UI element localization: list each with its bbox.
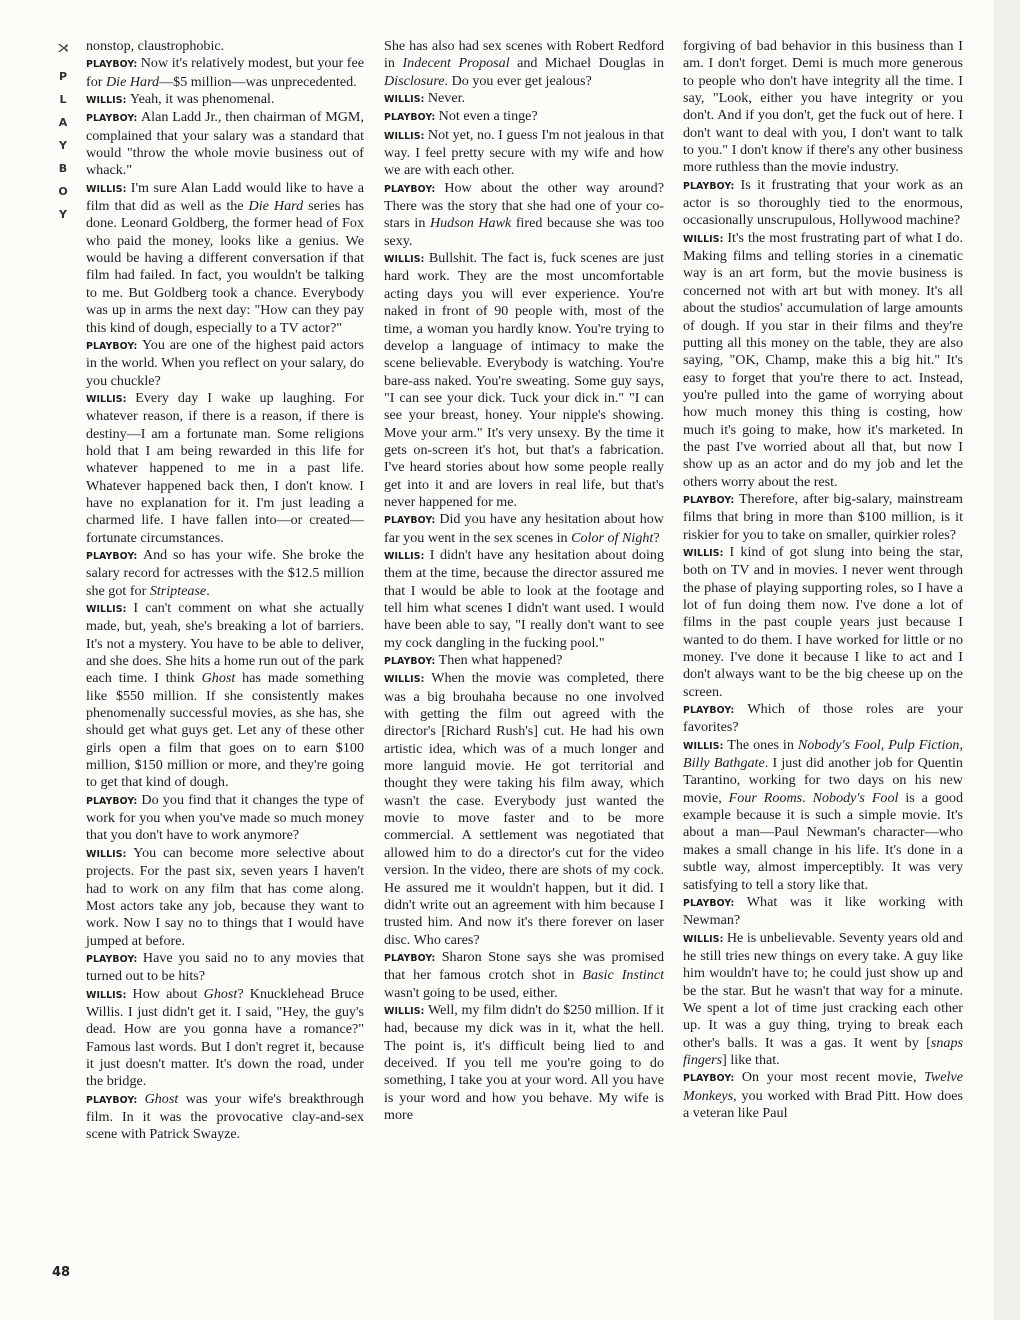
italic-title: Nobody's Fool <box>812 789 899 806</box>
interview-paragraph <box>86 950 364 986</box>
interview-paragraph <box>384 652 664 670</box>
vertical-title-letter: O <box>58 185 68 198</box>
italic-title: Ghost <box>144 1090 179 1107</box>
interview-paragraph <box>683 1069 963 1122</box>
italic-title: Ghost <box>201 670 236 687</box>
body-text: wasn't going to be used, either. <box>384 984 558 1001</box>
body-text: Alan Ladd Jr., then chairman of MGM, complained that your salary was a standard that would "throw the whole movie business out of whack." <box>86 109 364 179</box>
body-text: has made something like $550 million. If she consistently makes phenomenally successful movies, as she has, she should get what guys get. Let any of these other girls open a film that goes on to earn $100 million, $150 million or more, and they're going to get that kind of dough. <box>86 670 364 791</box>
interview-paragraph <box>86 38 364 55</box>
article-column-2 <box>384 38 664 1124</box>
body-text: On your most recent movie, <box>741 1069 925 1086</box>
interview-paragraph <box>86 337 364 390</box>
speaker-label-playboy: PLAYBOY: <box>384 952 436 964</box>
body-text: fired because she was too sexy. <box>384 215 665 249</box>
body-text: . <box>802 789 813 806</box>
interview-paragraph <box>86 986 364 1091</box>
speaker-label-willis: WILLIS: <box>384 94 425 106</box>
interview-paragraph <box>86 600 364 792</box>
speaker-label-playboy: PLAYBOY: <box>683 1073 735 1085</box>
speaker-label-playboy: PLAYBOY: <box>384 515 436 527</box>
speaker-label-willis: WILLIS: <box>683 233 724 245</box>
italic-title: Die Hard <box>248 198 304 215</box>
article-column-3 <box>683 38 963 1122</box>
speaker-label-playboy: PLAYBOY: <box>86 795 138 807</box>
body-text: Sharon Stone says she was promised that her famous crotch shot in <box>384 948 664 984</box>
speaker-label-playboy: PLAYBOY: <box>86 953 138 965</box>
body-text: When the movie was completed, there was a big brouhaha because no one involved with getting the film out agreed with the director's [Richard Rush's] cut. He had his own artistic idea, which was of a much longer and more languid movie. He got territorial and thought they were taking his film away, which wasn't the case. Everybody just wanted the movie to move faster and to be more commercial. A settlement was negotiated that allowed him to do a director's cut for the video version. In the video, there are shots of my cock. He assured me it wouldn't happen, but it did. I didn't write out an agreement with him because I trusted him. And now it's there forever on laser disc. Who cares? <box>384 670 664 948</box>
interview-paragraph <box>384 180 664 250</box>
speaker-label-willis: WILLIS: <box>86 848 127 860</box>
interview-paragraph <box>86 547 364 600</box>
italic-title: Nobody's Fool <box>797 736 881 753</box>
vertical-title-letter: B <box>58 162 68 175</box>
interview-paragraph <box>384 670 664 949</box>
speaker-label-willis: WILLIS: <box>86 604 127 615</box>
body-text: , you worked with Brad Pitt. How does a veteran like Paul <box>683 1087 963 1121</box>
body-text: . I just did another job for Quentin Tarantino, working for two days on his new movie, <box>683 755 963 806</box>
body-text: . Do you ever get jealous? <box>444 72 592 89</box>
vertical-title-letter: Y <box>59 208 67 221</box>
speaker-label-willis: WILLIS: <box>86 183 127 195</box>
italic-title: Pulp Fiction <box>888 736 960 753</box>
body-text: Not yet, no. I guess I'm not jealous in that way. I feel pretty secure with my wife and how we are with each other. <box>384 126 664 179</box>
interview-paragraph <box>384 547 664 652</box>
italic-title: Basic Instinct <box>582 967 664 984</box>
body-text: , <box>880 736 889 753</box>
italic-title: Ghost <box>203 985 238 1002</box>
speaker-label-playboy: PLAYBOY: <box>86 59 138 71</box>
interview-paragraph <box>384 1002 664 1124</box>
speaker-label-willis: WILLIS: <box>384 674 425 686</box>
speaker-label-willis: WILLIS: <box>86 393 127 405</box>
interview-paragraph <box>683 930 963 1070</box>
interview-paragraph <box>86 55 364 91</box>
speaker-label-playboy: PLAYBOY: <box>86 113 138 125</box>
interview-paragraph <box>683 701 963 737</box>
body-text: Is it frustrating that your work as an actor is so thoroughly tied to the enormous, occasionally unscrupulous, Hollywood machine? <box>683 176 964 229</box>
body-text: Well, my film didn't do $250 million. If it had, because my dick was in it, what the hell. The point is, it's difficult being lied to and deceived. If you tell me you're going to do something, I take you at your word. All you have is your word and how you behave. My wife is more <box>384 1001 664 1123</box>
interview-paragraph <box>384 949 664 1002</box>
interview-paragraph <box>683 894 963 930</box>
speaker-label-playboy: PLAYBOY: <box>86 1094 138 1106</box>
body-text: forgiving of bad behavior in this business than I am. I don't forget. Demi is much more generous to people who don't have integrity all the time. I say, "Look, either you have integrity or you don't. And if you don't, get the fuck out of here. I don't want to deal with you, I don't want to talk to you." I don't know if there's any other business more ruthless than the movie industry. <box>683 38 963 176</box>
speaker-label-willis: WILLIS: <box>683 547 724 559</box>
body-text: I'm sure Alan Ladd would like to have a film that did as well as the <box>86 179 364 215</box>
italic-title: Indecent Proposal <box>402 55 510 72</box>
speaker-label-willis: WILLIS: <box>384 130 425 142</box>
body-text: She has also had sex scenes with Robert Redford in <box>384 38 664 72</box>
body-text: How about <box>132 985 204 1002</box>
body-text: He is unbelievable. Seventy years old and he still tries new things on every take. A guy like him wouldn't have to; he could just show up and be the star. But he wasn't that way for a minute. We spent a lot of time just cracking each other up. It was a guy thing, trying to break each other's balls. It was a gas. It went by [ <box>683 929 963 1051</box>
italic-title: Die Hard <box>105 73 160 90</box>
speaker-label-playboy: PLAYBOY: <box>86 550 138 562</box>
body-text: Bullshit. The fact is, fuck scenes are just hard work. They are the most uncomfortable acting days you will ever experience. You're naked in front of 90 people with, most of the time, a woman you hardly know. You're trying to develop a language of intimacy to make the scene believable. Everybody is watching. You're bare-ass naked. You're sweating. Some guy says, "I can see your dick. Tuck your dick in." "I can see your breast, honey. Your nipple's showing. Move your arm." It's very unsexy. By the time it gets on-screen it's hot, but that's a fabrication. I've heard stories about how some people really get into it and are lovers in real life, but that's never happened for me. <box>384 250 664 510</box>
magazine-vertical-title <box>50 42 76 221</box>
speaker-label-playboy: PLAYBOY: <box>683 494 735 506</box>
interview-paragraph <box>384 250 664 511</box>
interview-paragraph <box>86 180 364 337</box>
interview-paragraph <box>384 90 664 108</box>
italic-title: Twelve Monkeys <box>683 1069 963 1104</box>
body-text: And so has your wife. She broke the salary record for actresses with the $12.5 million she got for <box>86 546 364 599</box>
body-text: . <box>206 582 210 599</box>
vertical-title-letter: P <box>58 70 68 83</box>
body-text: Never. <box>427 90 466 107</box>
body-text: It's the most frustrating part of what I do. Making films and telling stories in a cinematic way is an art form, but the movie business is concerned not with art but with money. It's all about the studios' accumulation of large amounts of dough. If you star in their films and they're putting all this money on the table, they are also saying, "OK, Champ, make this a big hit." It's easy to forget that you're there to act. Instead, you're pulled into the game of worrying about how much money this thing is costing, how much it's going to make, how it's marketed. In the past I've worried about all that, but now I show up as an actor and do my job and let the others worry about the rest. <box>683 229 963 490</box>
speaker-label-playboy: PLAYBOY: <box>683 897 735 909</box>
speaker-label-willis: WILLIS: <box>384 1005 425 1017</box>
body-text: nonstop, claustrophobic. <box>86 38 225 54</box>
body-text: ? Knucklehead Bruce Willis. I just didn't get it. I said, "Hey, the guy's dead. How are you gonna have a romance?" Famous last words. But I don't regret it, because it just doesn't matter. It's down the road, under the bridge. <box>86 985 364 1090</box>
body-text: I didn't have any hesitation about doing them at the time, because the director assured me that I would be able to look at the footage and tell him what scenes I didn't want used. I would have been able to say, "I really don't want to see my cock dangling in the fucking pool." <box>384 546 664 651</box>
body-text: Which of those roles are your favorites? <box>683 701 963 736</box>
body-text: You are one of the highest paid actors in the world. When you reflect on your salary, do you chuckle? <box>86 336 364 389</box>
body-text: I can't comment on what she actually made, but, yeah, she's breaking a lot of barriers. It's not a mystery. You have to be able to deliver, and she does. She hits a home run out of the park each time. I think <box>86 600 364 687</box>
speaker-label-willis: WILLIS: <box>384 254 425 266</box>
italic-title: Color of Night <box>571 529 654 546</box>
interview-paragraph <box>683 737 963 894</box>
interview-paragraph <box>683 491 963 544</box>
body-text: Not even a tinge? <box>438 108 538 125</box>
interview-paragraph <box>86 845 364 950</box>
body-text: Do you find that it changes the type of work for you when you've made so much money that you don't have to work anymore? <box>86 791 364 844</box>
interview-paragraph <box>683 38 963 177</box>
body-text: What was it like working with Newman? <box>683 893 963 929</box>
body-text: was your wife's breakthrough film. In it was the provocative clay-and-sex scene with Patrick Swayze. <box>86 1090 364 1143</box>
body-text: Now it's relatively modest, but your fee for <box>86 55 364 90</box>
body-text: ? <box>653 529 660 546</box>
interview-paragraph <box>683 544 963 701</box>
body-text: , <box>959 736 963 753</box>
body-text: Every day I wake up laughing. For whatever reason, if there is a reason, if there is destiny—I am a fortunate man. Some religions hold that I am being rewarded in this life for whatever happened to me in a past life. Whatever happened back then, I don't know. I have no explanation for it. I'm just leading a charmed life. I have fallen into—or created—fortunate circumstances. <box>86 389 364 546</box>
rabbit-bullet-icon <box>57 42 69 58</box>
interview-paragraph <box>86 1091 364 1144</box>
body-text: and Michael Douglas in <box>509 55 664 72</box>
body-text: You can become more selective about projects. For the past six, seven years I haven't had to work on any film that has come along. Most actors take any job, because they want to work. Now I say no to things that I would have jumped at before. <box>86 844 364 949</box>
italic-title: snaps fingers <box>683 1034 963 1068</box>
interview-paragraph <box>384 38 664 90</box>
speaker-label-playboy: PLAYBOY: <box>384 112 436 124</box>
speaker-label-playboy: PLAYBOY: <box>683 180 735 192</box>
italic-title: Four Rooms <box>728 789 803 806</box>
body-text: Have you said no to any movies that turned out to be hits? <box>86 949 364 985</box>
speaker-label-playboy: PLAYBOY: <box>384 183 436 195</box>
vertical-title-letter: Y <box>59 139 67 152</box>
article-column-1 <box>86 38 364 1144</box>
body-text: Then what happened? <box>438 652 563 669</box>
body-text: Therefore, after big-salary, mainstream films that bring in more than $100 million, is it riskier for you to take on smaller, quirkier roles? <box>683 490 963 543</box>
speaker-label-willis: WILLIS: <box>683 933 724 945</box>
body-text: is a good example because it is such a simple movie. It's about a man—Paul Newman's character—who makes a small change in his life. It's done in a subtle way, almost imperceptibly. It was very satisfying to tell a story like that. <box>683 789 964 893</box>
body-text: I kind of got slung into being the star, both on TV and in movies. I never went through the phase of playing supporting roles, so I have a lot of fun doing them now. I've done a lot of films in the past couple years just because I wanted to do them. I have worked for little or no money. I've done it because I like to act and I don't always want to be the big cheese up on the screen. <box>683 543 963 700</box>
body-text: How about the other way around? There was the story that she had one of your co-stars in <box>384 179 664 232</box>
italic-title: Billy Bathgate <box>683 755 765 772</box>
interview-paragraph <box>384 127 664 180</box>
body-text: ] like that. <box>722 1051 780 1068</box>
vertical-title-letter: L <box>59 93 67 106</box>
interview-paragraph <box>384 108 664 126</box>
page-edge-shadow <box>994 0 1020 1320</box>
interview-paragraph <box>86 390 364 547</box>
speaker-label-playboy: PLAYBOY: <box>384 656 436 668</box>
interview-paragraph <box>86 792 364 845</box>
interview-paragraph <box>86 109 364 179</box>
italic-title: Striptease <box>149 582 207 599</box>
italic-title: Hudson Hawk <box>429 215 512 232</box>
body-text: The ones in <box>727 736 798 753</box>
interview-paragraph <box>384 511 664 547</box>
body-text: —$5 million—was unprecedented. <box>159 73 357 90</box>
interview-paragraph <box>683 230 963 491</box>
speaker-label-playboy: PLAYBOY: <box>86 340 138 352</box>
italic-title: Disclosure <box>384 72 445 89</box>
speaker-label-willis: WILLIS: <box>384 550 425 562</box>
body-text: series has done. Leonard Goldberg, the former head of Fox who paid the money, looks like a genius. We would be having a different conversation if that film had failed. In fact, you wouldn't be talking to me. But Goldberg took a chance. Everybody was up in arms the next day: "How can they pay this kind of dough, especially to a TV actor?" <box>86 198 364 336</box>
speaker-label-playboy: PLAYBOY: <box>683 705 735 717</box>
body-text: Yeah, it was phenomenal. <box>129 91 275 108</box>
page-number: 48 <box>52 1265 71 1280</box>
interview-paragraph <box>683 177 963 230</box>
interview-paragraph <box>86 91 364 109</box>
speaker-label-willis: WILLIS: <box>86 989 127 1001</box>
speaker-label-willis: WILLIS: <box>683 740 724 752</box>
speaker-label-willis: WILLIS: <box>86 95 127 107</box>
body-text: Did you have any hesitation about how far you went in the sex scenes in <box>384 511 664 546</box>
vertical-title-letter: A <box>58 116 68 129</box>
